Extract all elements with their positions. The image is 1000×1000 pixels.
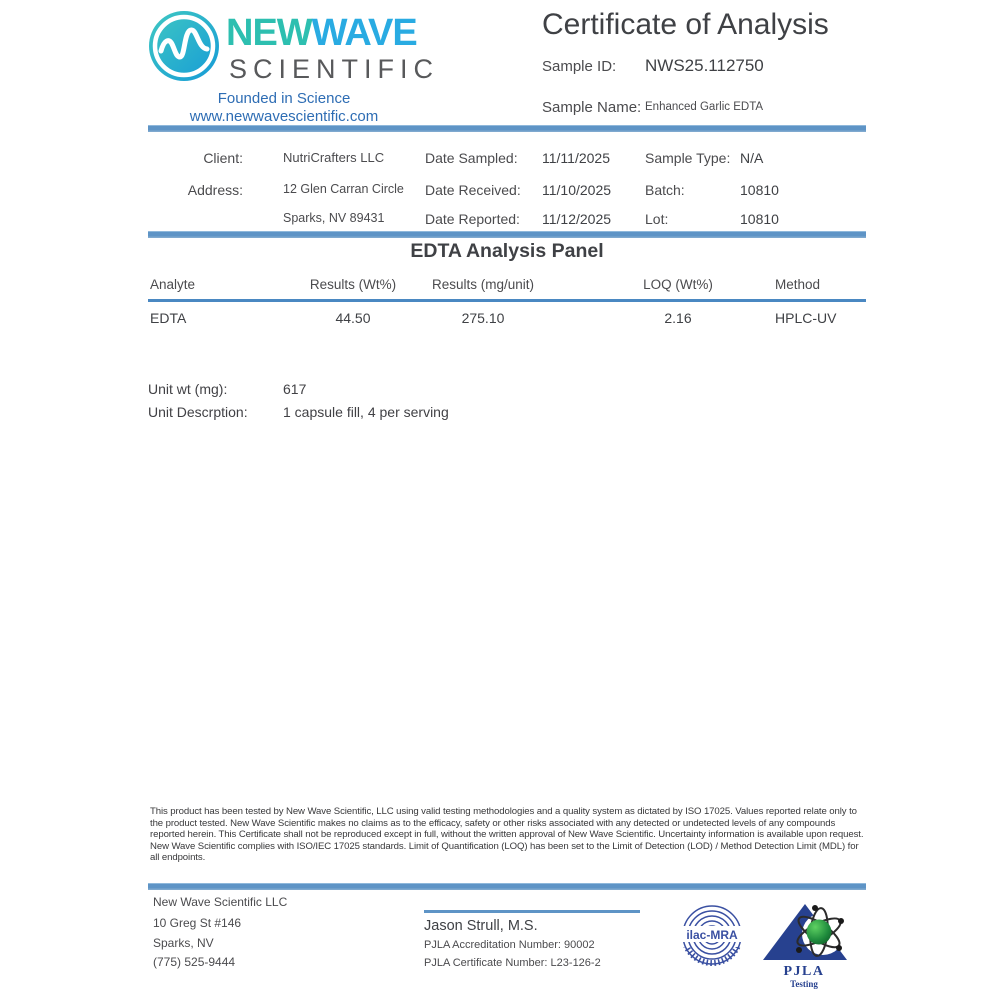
- cell-analyte: EDTA: [150, 310, 187, 326]
- footer-address1: 10 Greg St #146: [153, 916, 242, 930]
- client-value: NutriCrafters LLC: [283, 150, 385, 165]
- cell-method: HPLC-UV: [775, 310, 837, 326]
- lot-value: 10810: [740, 211, 779, 227]
- batch-value: 10810: [740, 182, 779, 198]
- sample-id-value: NWS25.112750: [645, 56, 764, 75]
- panel-title: EDTA Analysis Panel: [410, 240, 604, 262]
- cell-loq: 2.16: [664, 310, 692, 326]
- date-received-value: 11/10/2025: [542, 182, 612, 198]
- sample-type-value: N/A: [740, 150, 764, 166]
- sample-id-label: Sample ID:: [542, 58, 617, 75]
- sample-name-label: Sample Name:: [542, 99, 642, 116]
- signature-line: [424, 910, 640, 913]
- pjla-accreditation-number: PJLA Accreditation Number: 90002: [424, 939, 595, 951]
- signer-name: Jason Strull, M.S.: [424, 918, 538, 934]
- brand-wordmark: [226, 12, 417, 55]
- date-received-label: Date Received:: [425, 182, 521, 198]
- newwave-logo-icon: [148, 10, 220, 82]
- divider-bar-middle: [148, 231, 866, 238]
- brand-website-link[interactable]: www.newwavescientific.com: [189, 108, 379, 125]
- column-header-results-mg: Results (mg/unit): [431, 277, 535, 292]
- batch-label: Batch:: [645, 182, 685, 198]
- page-title: Certificate of Analysis: [542, 8, 829, 41]
- column-header-analyte: Analyte: [150, 277, 196, 292]
- footer-company: New Wave Scientific LLC: [153, 895, 288, 909]
- address-line1: 12 Glen Carran Circle: [283, 182, 404, 196]
- cell-results-mg: 275.10: [461, 310, 505, 326]
- pjla-logo-icon: [757, 896, 849, 990]
- lot-label: Lot:: [645, 211, 669, 227]
- divider-bar-bottom: [148, 883, 866, 890]
- divider-bar-top: [148, 125, 866, 132]
- cell-results-wt: 44.50: [335, 310, 371, 326]
- pjla-certificate-number: PJLA Certificate Number: L23-126-2: [424, 957, 601, 969]
- brand-tagline: Founded in Science: [217, 90, 351, 107]
- brand-wordmark-wave: WAVE: [311, 12, 417, 54]
- date-reported-value: 11/12/2025: [542, 211, 612, 227]
- unit-desc-value: 1 capsule fill, 4 per serving: [283, 404, 449, 420]
- column-header-results-wt: Results (Wt%): [309, 277, 397, 292]
- sample-type-label: Sample Type:: [645, 150, 731, 166]
- brand-wordmark-new: NEW: [226, 12, 312, 54]
- footer-phone: (775) 525-9444: [153, 955, 236, 969]
- address-line2: Sparks, NV 89431: [283, 211, 385, 225]
- date-sampled-value: 11/11/2025: [542, 150, 610, 166]
- brand-subtitle: SCIENTIFIC: [229, 54, 440, 84]
- table-header-underline: [148, 299, 866, 302]
- footer-address2: Sparks, NV: [153, 936, 214, 950]
- ilac-mra-logo-icon: [680, 903, 744, 967]
- client-label: Client:: [203, 150, 243, 166]
- sample-name-value: Enhanced Garlic EDTA: [645, 101, 764, 113]
- unit-wt-value: 617: [283, 381, 307, 397]
- pjla-sub-label: Testing: [790, 979, 818, 989]
- column-header-method: Method: [775, 277, 821, 292]
- disclaimer-text: This product has been tested by New Wave Scientific, LLC using valid testing methodologies and a quality system as dictated by ISO 17025. Values reported relate only to the product tested. New Wave Scientific makes no claims as to the efficacy, safety or other risks associated with any detected or undetected levels of any compounds reported herein. This Certificate shall not be reproduced except in full, without the written approval of New Wave Scientific. Uncertainty information is available upon request. New Wave Scientific complies with ISO/IEC 17025 standards. Limit of Quantification (LOQ) has been set to the Limit of Detection (LOD) / Method Detection Limit (MDL) for all endpoints.: [150, 806, 864, 863]
- ilac-mra-label: ilac-MRA: [686, 928, 738, 942]
- unit-wt-label: Unit wt (mg):: [148, 381, 228, 397]
- date-sampled-label: Date Sampled:: [425, 150, 518, 166]
- date-reported-label: Date Reported:: [425, 211, 520, 227]
- pjla-label: PJLA: [783, 964, 825, 979]
- unit-desc-label: Unit Descrption:: [148, 404, 248, 420]
- column-header-loq: LOQ (Wt%): [643, 277, 713, 292]
- address-label: Address:: [187, 182, 243, 198]
